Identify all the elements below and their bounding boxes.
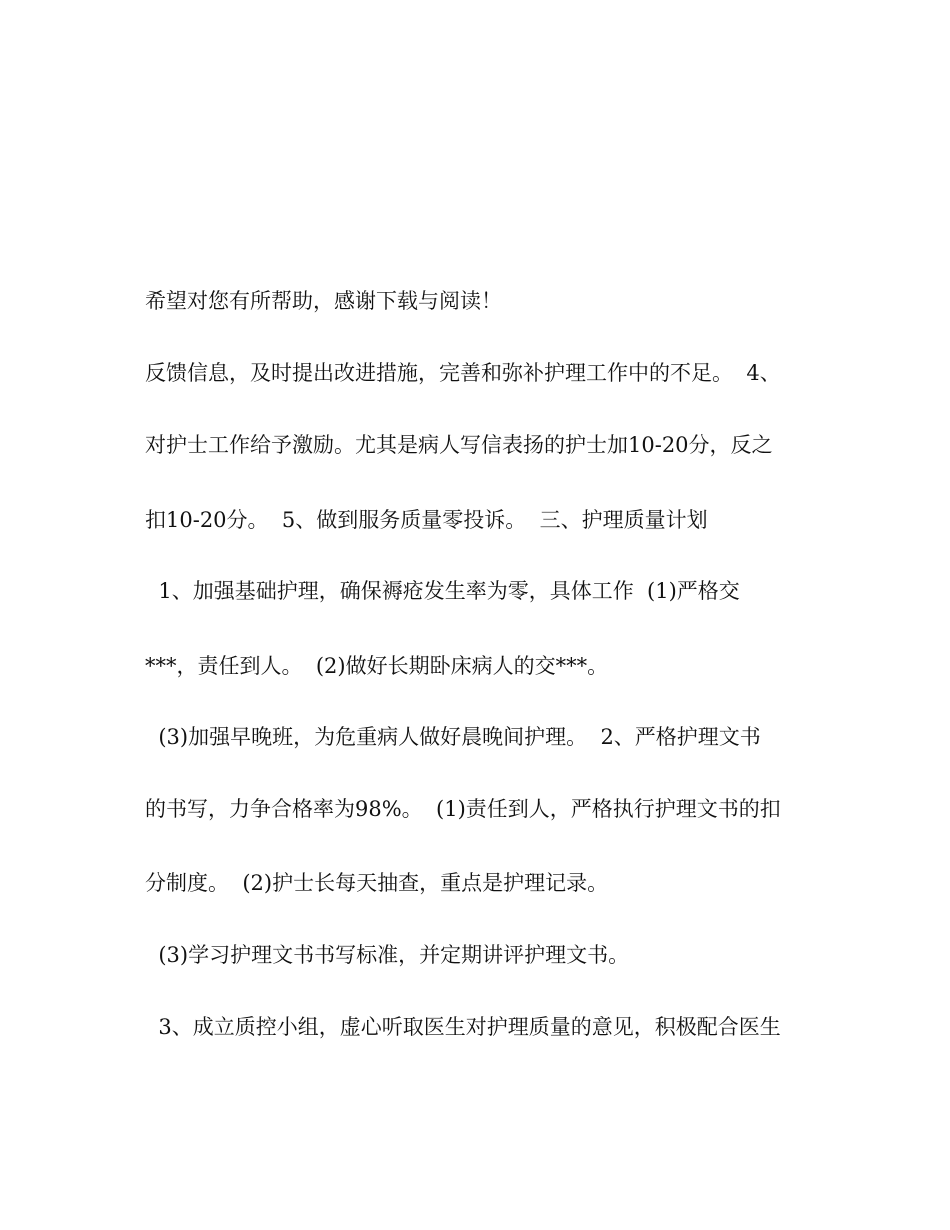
text-line: 1、加强基础护理，确保褥疮发生率为零，具体工作 (1)严格交	[145, 579, 740, 603]
text-line: 扣10-20分。 5、做到服务质量零投诉。 三、护理质量计划	[145, 508, 708, 532]
text-line: (3)学习护理文书书写标准，并定期讲评护理文书。	[145, 943, 630, 967]
text-line: 希望对您有所帮助，感谢下载与阅读！	[145, 289, 502, 313]
text-line: (3)加强早晚班，为危重病人做好晨晚间护理。 2、严格护理文书	[145, 725, 761, 749]
text-line: 对护士工作给予激励。尤其是病人写信表扬的护士加10-20分，反之	[145, 433, 773, 457]
text-line: 分制度。 (2)护士长每天抽查，重点是护理记录。	[145, 871, 609, 895]
text-line: 反馈信息，及时提出改进措施，完善和弥补护理工作中的不足。 4、	[145, 361, 781, 385]
text-line: 的书写，力争合格率为98%。 (1)责任到人，严格执行护理文书的扣	[145, 797, 781, 821]
text-line: ***，责任到人。 (2)做好长期卧床病人的交***。	[145, 654, 609, 678]
text-line: 3、成立质控小组，虚心听取医生对护理质量的意见，积极配合医生	[145, 1015, 781, 1039]
